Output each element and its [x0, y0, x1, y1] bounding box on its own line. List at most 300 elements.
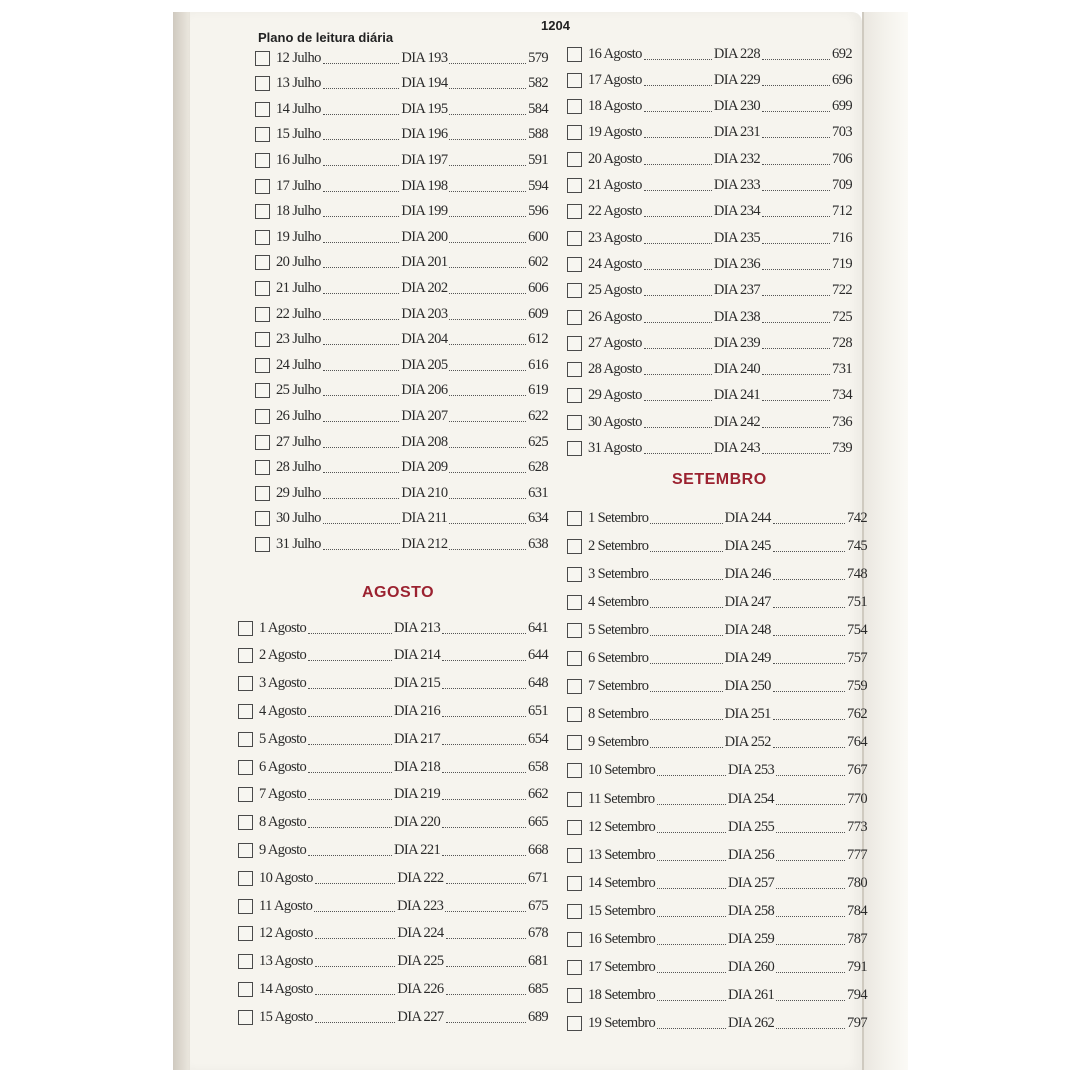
- reading-checkbox[interactable]: [255, 153, 270, 168]
- reading-day-number: DIA 235: [713, 229, 761, 246]
- reading-page-number: 658: [528, 758, 548, 775]
- reading-date: 27 Julho: [276, 433, 321, 450]
- reading-plan-row: [567, 200, 852, 224]
- dot-leader: [315, 938, 396, 939]
- reading-checkbox[interactable]: [238, 815, 253, 830]
- reading-checkbox[interactable]: [238, 1010, 253, 1025]
- reading-date: 17 Setembro: [588, 959, 656, 976]
- reading-page-number: 641: [528, 619, 548, 636]
- dot-leader: [773, 551, 845, 552]
- reading-date: 10 Setembro: [588, 762, 656, 779]
- dot-leader: [449, 216, 526, 217]
- reading-checkbox[interactable]: [567, 820, 582, 835]
- reading-date: 19 Agosto: [588, 124, 642, 141]
- reading-date: 2 Setembro: [588, 537, 649, 554]
- reading-day-number: DIA 249: [724, 650, 771, 666]
- reading-day-number: DIA 259: [728, 931, 775, 947]
- reading-date: 31 Agosto: [588, 440, 642, 456]
- reading-plan-row: [255, 123, 548, 147]
- reading-plan-row: [238, 1005, 548, 1029]
- page-title: Plano de leitura diária: [258, 30, 394, 45]
- reading-checkbox[interactable]: [567, 336, 582, 351]
- reading-plan-row: [567, 506, 867, 530]
- reading-day-number: DIA 205: [401, 356, 448, 373]
- reading-checkbox[interactable]: [567, 99, 582, 114]
- dot-leader: [776, 916, 845, 917]
- reading-day-number: DIA 239: [713, 334, 761, 351]
- dot-leader: [644, 427, 712, 428]
- reading-checkbox[interactable]: [567, 763, 582, 778]
- dot-leader: [323, 472, 400, 473]
- reading-checkbox[interactable]: [567, 623, 582, 638]
- reading-page-number: 722: [832, 282, 852, 299]
- dot-leader: [449, 88, 526, 89]
- reading-plan-row: [238, 977, 548, 1001]
- reading-checkbox[interactable]: [567, 231, 582, 246]
- reading-day-number: DIA 240: [713, 361, 761, 378]
- dot-leader: [650, 691, 722, 692]
- reading-plan-row: [567, 703, 867, 727]
- reading-plan-row: [567, 1012, 867, 1036]
- reading-plan-row: [255, 328, 548, 352]
- reading-day-number: DIA 246: [724, 565, 771, 582]
- dot-leader: [644, 111, 712, 112]
- reading-checkbox[interactable]: [567, 415, 582, 430]
- reading-checkbox[interactable]: [567, 310, 582, 325]
- reading-date: 11 Setembro: [588, 790, 655, 807]
- reading-date: 19 Setembro: [588, 1015, 656, 1032]
- reading-day-number: DIA 255: [728, 818, 775, 835]
- reading-plan-row: [238, 727, 548, 751]
- reading-plan-row: [567, 174, 852, 198]
- reading-page-number: 654: [528, 730, 548, 747]
- page-number: 1204: [541, 18, 570, 33]
- reading-page-number: 609: [528, 305, 549, 322]
- reading-checkbox[interactable]: [238, 732, 253, 747]
- reading-page-number: 591: [528, 151, 549, 168]
- dot-leader: [446, 994, 527, 995]
- dot-leader: [308, 716, 392, 717]
- reading-plan-row: [567, 534, 867, 558]
- reading-checkbox[interactable]: [567, 362, 582, 377]
- reading-checkbox[interactable]: [567, 539, 582, 554]
- reading-day-number: DIA 208: [401, 433, 448, 450]
- reading-date: 3 Setembro: [588, 565, 649, 582]
- reading-checkbox[interactable]: [238, 760, 253, 775]
- reading-checkbox[interactable]: [255, 281, 270, 296]
- reading-date: 16 Agosto: [588, 45, 642, 62]
- reading-checkbox[interactable]: [567, 651, 582, 666]
- reading-checkbox[interactable]: [238, 621, 253, 636]
- reading-date: 1 Setembro: [588, 509, 649, 526]
- reading-page-number: 784: [847, 902, 867, 919]
- dot-leader: [323, 319, 400, 320]
- reading-date: 18 Julho: [276, 203, 321, 220]
- reading-plan-row: [567, 95, 852, 119]
- dot-leader: [446, 1022, 527, 1023]
- reading-checkbox[interactable]: [238, 954, 253, 969]
- reading-date: 9 Agosto: [259, 841, 307, 858]
- dot-leader: [773, 747, 845, 748]
- reading-plan-row: [255, 97, 548, 121]
- reading-day-number: DIA 225: [397, 953, 444, 970]
- reading-checkbox[interactable]: [255, 486, 270, 501]
- reading-day-number: DIA 200: [401, 228, 448, 245]
- reading-day-number: DIA 250: [724, 678, 771, 695]
- dot-leader: [644, 85, 712, 86]
- dot-leader: [657, 972, 726, 973]
- reading-checkbox[interactable]: [255, 179, 270, 194]
- reading-plan-row: [255, 430, 548, 454]
- reading-plan-row: [567, 590, 867, 614]
- reading-checkbox[interactable]: [567, 848, 582, 863]
- reading-checkbox[interactable]: [238, 676, 253, 691]
- reading-page-number: 692: [832, 45, 852, 62]
- dot-leader: [323, 114, 400, 115]
- reading-page-number: 764: [847, 734, 867, 751]
- reading-page-number: 584: [528, 100, 549, 117]
- reading-date: 30 Agosto: [588, 413, 642, 430]
- reading-date: 20 Agosto: [588, 150, 642, 167]
- reading-plan-row: [567, 956, 867, 980]
- reading-checkbox[interactable]: [567, 960, 582, 975]
- dot-leader: [442, 827, 526, 828]
- reading-date: 29 Agosto: [588, 387, 642, 404]
- reading-checkbox[interactable]: [567, 707, 582, 722]
- reading-date: 5 Setembro: [588, 621, 649, 638]
- reading-checkbox[interactable]: [238, 648, 253, 663]
- reading-checkbox[interactable]: [567, 988, 582, 1003]
- reading-checkbox[interactable]: [567, 388, 582, 403]
- dot-leader: [323, 216, 400, 217]
- reading-date: 12 Julho: [276, 49, 321, 66]
- dot-leader: [650, 579, 722, 580]
- reading-plan-row: [567, 675, 867, 699]
- dot-leader: [323, 447, 400, 448]
- dot-leader: [650, 635, 722, 636]
- reading-page-number: 685: [528, 980, 548, 997]
- dot-leader: [657, 1028, 726, 1029]
- reading-checkbox[interactable]: [255, 358, 270, 373]
- dot-leader: [449, 498, 526, 499]
- reading-checkbox[interactable]: [238, 899, 253, 914]
- reading-date: 18 Setembro: [588, 987, 656, 1004]
- reading-page-number: 748: [847, 565, 867, 582]
- reading-plan-row: [567, 226, 852, 250]
- dot-leader: [650, 663, 722, 664]
- reading-page-number: 588: [528, 126, 549, 143]
- reading-plan-row: [238, 699, 548, 723]
- reading-plan-row: [255, 481, 548, 505]
- dot-leader: [323, 370, 400, 371]
- reading-plan-row: [238, 866, 548, 890]
- reading-date: 15 Setembro: [588, 902, 656, 919]
- dot-leader: [442, 855, 526, 856]
- reading-day-number: DIA 215: [394, 675, 441, 692]
- reading-day-number: DIA 234: [713, 203, 761, 220]
- reading-page-number: 619: [528, 382, 549, 399]
- reading-checkbox[interactable]: [238, 926, 253, 941]
- reading-checkbox[interactable]: [255, 460, 270, 475]
- reading-page-number: 794: [847, 987, 867, 1004]
- reading-checkbox[interactable]: [567, 792, 582, 807]
- dot-leader: [449, 344, 526, 345]
- dot-leader: [442, 633, 526, 634]
- dot-leader: [323, 63, 400, 64]
- reading-plan-row: [255, 379, 548, 403]
- reading-page-number: 665: [528, 814, 548, 831]
- reading-day-number: DIA 207: [401, 407, 448, 424]
- dot-leader: [323, 267, 400, 268]
- reading-day-number: DIA 248: [724, 621, 771, 638]
- dot-leader: [449, 319, 526, 320]
- reading-checkbox[interactable]: [255, 127, 270, 142]
- reading-page-number: 671: [528, 869, 548, 886]
- reading-plan-row: [255, 200, 548, 224]
- reading-checkbox[interactable]: [567, 932, 582, 947]
- reading-plan-row: [255, 174, 548, 198]
- reading-checkbox[interactable]: [255, 230, 270, 245]
- reading-plan-row: [255, 456, 548, 480]
- reading-checkbox[interactable]: [567, 1016, 582, 1031]
- dot-leader: [657, 804, 726, 805]
- dot-leader: [762, 190, 830, 191]
- reading-page-number: 736: [832, 413, 852, 430]
- reading-checkbox[interactable]: [238, 704, 253, 719]
- reading-day-number: DIA 254: [727, 790, 774, 807]
- reading-plan-row: [567, 68, 852, 92]
- reading-plan-row: [567, 305, 852, 329]
- reading-day-number: DIA 251: [724, 706, 771, 723]
- reading-checkbox[interactable]: [567, 679, 582, 694]
- reading-date: 14 Julho: [276, 100, 321, 117]
- reading-checkbox[interactable]: [567, 876, 582, 891]
- dot-leader: [449, 549, 526, 550]
- reading-page-number: 644: [528, 647, 548, 664]
- reading-checkbox[interactable]: [255, 307, 270, 322]
- facing-page-edge: [862, 12, 908, 1070]
- dot-leader: [762, 216, 830, 217]
- reading-date: 14 Setembro: [588, 874, 656, 891]
- dot-leader: [446, 966, 527, 967]
- reading-day-number: DIA 230: [713, 98, 761, 115]
- dot-leader: [323, 523, 400, 524]
- reading-plan-row: [255, 353, 548, 377]
- reading-plan-row: [567, 984, 867, 1008]
- reading-plan-row: [567, 843, 867, 867]
- reading-plan-row: [238, 672, 548, 696]
- dot-leader: [442, 799, 526, 800]
- reading-date: 22 Julho: [276, 305, 321, 322]
- reading-checkbox[interactable]: [255, 435, 270, 450]
- dot-leader: [776, 860, 845, 861]
- reading-date: 30 Julho: [276, 510, 321, 527]
- reading-checkbox[interactable]: [567, 204, 582, 219]
- reading-page-number: 725: [832, 308, 852, 325]
- dot-leader: [773, 663, 845, 664]
- reading-date: 28 Agosto: [588, 361, 642, 378]
- reading-plan-row: [238, 811, 548, 835]
- reading-plan-row: [567, 121, 852, 145]
- reading-day-number: DIA 199: [401, 203, 448, 220]
- reading-page-number: 734: [832, 387, 852, 404]
- reading-day-number: DIA 233: [713, 177, 761, 193]
- reading-checkbox[interactable]: [567, 511, 582, 526]
- reading-day-number: DIA 216: [394, 702, 441, 719]
- dot-leader: [323, 191, 400, 192]
- dot-leader: [315, 1022, 396, 1023]
- reading-date: 10 Agosto: [259, 869, 313, 886]
- reading-checkbox[interactable]: [567, 125, 582, 140]
- reading-checkbox[interactable]: [567, 257, 582, 272]
- dot-leader: [445, 911, 526, 912]
- reading-date: 13 Setembro: [588, 846, 656, 863]
- dot-leader: [308, 855, 392, 856]
- reading-checkbox[interactable]: [567, 73, 582, 88]
- dot-leader: [762, 400, 830, 401]
- reading-plan-row: [567, 279, 852, 303]
- reading-day-number: DIA 257: [728, 874, 775, 891]
- reading-day-number: DIA 222: [397, 869, 444, 886]
- reading-page-number: 767: [847, 762, 867, 779]
- dot-leader: [308, 660, 392, 661]
- reading-day-number: DIA 241: [713, 387, 761, 404]
- reading-date: 4 Setembro: [588, 593, 649, 610]
- reading-plan-row: [238, 838, 548, 862]
- reading-checkbox[interactable]: [567, 567, 582, 582]
- reading-date: 16 Setembro: [588, 931, 656, 947]
- reading-day-number: DIA 245: [724, 537, 771, 554]
- reading-day-number: DIA 206: [401, 382, 448, 399]
- reading-checkbox[interactable]: [255, 76, 270, 91]
- dot-leader: [323, 139, 400, 140]
- reading-checkbox[interactable]: [567, 178, 582, 193]
- dot-leader: [446, 883, 527, 884]
- reading-checkbox[interactable]: [255, 255, 270, 270]
- reading-date: 25 Julho: [276, 382, 321, 399]
- reading-page-number: 602: [528, 254, 549, 271]
- dot-leader: [442, 688, 526, 689]
- reading-checkbox[interactable]: [255, 204, 270, 219]
- reading-day-number: DIA 236: [713, 255, 761, 272]
- reading-plan-row: [255, 225, 548, 249]
- reading-date: 28 Julho: [276, 459, 321, 476]
- reading-page-number: 716: [832, 229, 852, 246]
- reading-checkbox[interactable]: [567, 595, 582, 610]
- reading-checkbox[interactable]: [255, 537, 270, 552]
- reading-plan-row: [255, 532, 548, 556]
- reading-checkbox[interactable]: [567, 283, 582, 298]
- reading-page-number: 600: [528, 228, 549, 245]
- reading-checkbox[interactable]: [255, 383, 270, 398]
- reading-plan-row: [567, 618, 867, 642]
- reading-date: 11 Agosto: [259, 897, 313, 914]
- reading-date: 4 Agosto: [259, 702, 307, 719]
- dot-leader: [776, 775, 845, 776]
- dot-leader: [449, 165, 526, 166]
- reading-plan-row: [255, 276, 548, 300]
- reading-plan-row: [567, 815, 867, 839]
- reading-checkbox[interactable]: [255, 332, 270, 347]
- reading-plan-row: [567, 928, 867, 952]
- dot-leader: [650, 607, 722, 608]
- reading-date: 31 Julho: [276, 535, 321, 552]
- reading-checkbox[interactable]: [567, 904, 582, 919]
- reading-page-number: 780: [847, 874, 867, 891]
- reading-checkbox[interactable]: [567, 47, 582, 62]
- dot-leader: [776, 804, 845, 805]
- reading-plan-row: [255, 72, 548, 96]
- reading-page-number: 651: [528, 702, 548, 719]
- dot-leader: [449, 370, 526, 371]
- reading-page-number: 706: [832, 150, 852, 167]
- reading-plan-row: [255, 148, 548, 172]
- reading-plan-row: [567, 410, 852, 434]
- reading-page-number: 631: [528, 484, 549, 501]
- reading-plan-row: [238, 783, 548, 807]
- reading-date: 15 Agosto: [259, 1008, 313, 1025]
- reading-checkbox[interactable]: [255, 409, 270, 424]
- reading-checkbox[interactable]: [255, 511, 270, 526]
- dot-leader: [773, 691, 845, 692]
- reading-date: 6 Setembro: [588, 650, 649, 666]
- reading-day-number: DIA 209: [401, 459, 448, 476]
- reading-checkbox[interactable]: [238, 982, 253, 997]
- dot-leader: [762, 137, 830, 138]
- reading-day-number: DIA 228: [713, 45, 761, 62]
- dot-leader: [449, 395, 526, 396]
- reading-plan-row: [238, 922, 548, 946]
- dot-leader: [308, 688, 392, 689]
- reading-checkbox[interactable]: [255, 51, 270, 66]
- reading-checkbox[interactable]: [255, 102, 270, 117]
- dot-leader: [773, 523, 845, 524]
- reading-date: 6 Agosto: [259, 758, 307, 775]
- reading-plan-row: [567, 384, 852, 408]
- section-heading-setembro: SETEMBRO: [672, 471, 767, 488]
- dot-leader: [323, 242, 400, 243]
- dot-leader: [657, 916, 726, 917]
- reading-date: 21 Agosto: [588, 177, 642, 193]
- reading-day-number: DIA 262: [728, 1015, 775, 1032]
- reading-checkbox[interactable]: [567, 735, 582, 750]
- reading-date: 9 Setembro: [588, 734, 649, 751]
- dot-leader: [776, 972, 845, 973]
- dot-leader: [308, 799, 392, 800]
- reading-page-number: 675: [528, 897, 549, 914]
- reading-page-number: 612: [528, 331, 549, 348]
- reading-day-number: DIA 238: [713, 308, 761, 325]
- dot-leader: [644, 295, 712, 296]
- reading-page-number: 678: [528, 925, 548, 942]
- reading-plan-row: [567, 358, 852, 382]
- reading-checkbox[interactable]: [567, 152, 582, 167]
- dot-leader: [323, 421, 400, 422]
- reading-page-number: 582: [528, 75, 549, 92]
- reading-checkbox[interactable]: [238, 871, 253, 886]
- reading-checkbox[interactable]: [238, 787, 253, 802]
- dot-leader: [315, 966, 396, 967]
- reading-checkbox[interactable]: [238, 843, 253, 858]
- dot-leader: [442, 660, 526, 661]
- dot-leader: [650, 747, 722, 748]
- reading-day-number: DIA 231: [713, 124, 761, 141]
- reading-date: 13 Agosto: [259, 953, 313, 970]
- reading-checkbox[interactable]: [567, 441, 582, 456]
- reading-day-number: DIA 227: [397, 1008, 444, 1025]
- dot-leader: [308, 827, 392, 828]
- dot-leader: [323, 395, 400, 396]
